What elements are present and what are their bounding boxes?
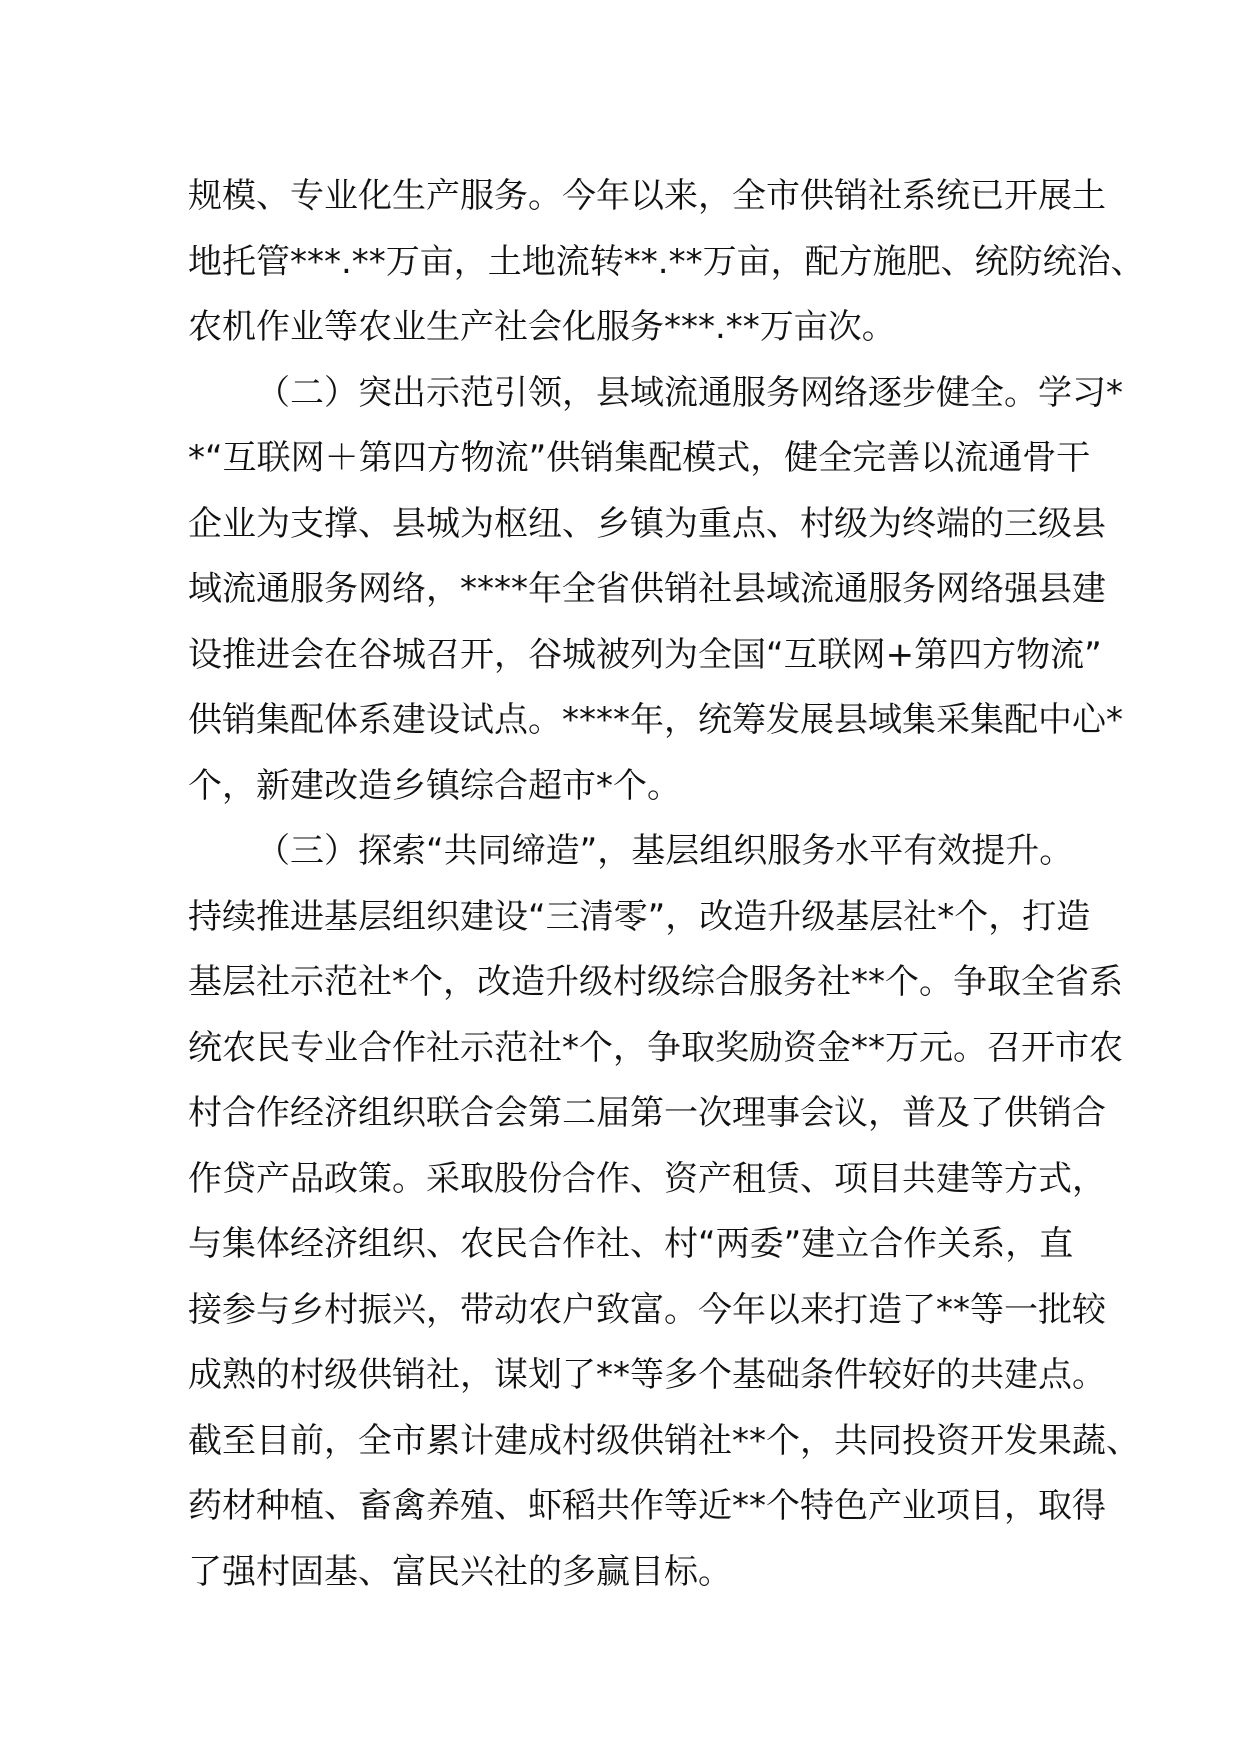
paragraph-line: 农机作业等农业生产社会化服务***.**万亩次。 [188, 307, 896, 347]
paragraph-line: 了强村固基、富民兴社的多赢目标。 [188, 1551, 732, 1592]
paragraph-line: 作贷产品政策。采取股份合作、资产租赁、项目共建等方式， [188, 1158, 1106, 1199]
section-heading-line: （二）突出示范引领，县域流通服务网络逐步健全。学习* [256, 372, 1123, 413]
paragraph-line: *“互联网＋第四方物流”供销集配模式，健全完善以流通骨干 [188, 438, 1091, 478]
paragraph-line: 与集体经济组织、农民合作社、村“两委”建立合作关系，直 [188, 1224, 1074, 1264]
paragraph-line: 药材种植、畜禽养殖、虾稻共作等近**个特色产业项目，取得 [188, 1486, 1106, 1526]
paragraph-line: 企业为支撑、县城为枢纽、乡镇为重点、村级为终端的三级县 [188, 503, 1106, 544]
paragraph-line: 基层社示范社*个，改造升级村级综合服务社**个。争取全省系 [188, 962, 1123, 1002]
paragraph-line: 个，新建改造乡镇综合超市*个。 [188, 765, 681, 806]
paragraph-line: 规模、专业化生产服务。今年以来，全市供销社系统已开展土 [188, 176, 1106, 216]
paragraph-line: 地托管***.**万亩，土地流转**.**万亩，配方施肥、统防统治、 [188, 241, 1145, 282]
paragraph-line: 持续推进基层组织建设“三清零”，改造升级基层社*个，打造 [188, 896, 1091, 937]
paragraph-line: 供销集配体系建设试点。****年，统筹发展县域集采集配中心* [188, 700, 1123, 740]
section-heading-line: （三）探索“共同缔造”，基层组织服务水平有效提升。 [256, 831, 1074, 871]
paragraph-line: 村合作经济组织联合会第二届第一次理事会议，普及了供销合 [188, 1093, 1106, 1133]
document-body [188, 164, 1145, 1605]
paragraph-line: 统农民专业合作社示范社*个，争取奖励资金**万元。召开市农 [188, 1027, 1123, 1068]
paragraph-line: 域流通服务网络，****年全省供销社县域流通服务网络强县建 [188, 569, 1106, 609]
paragraph-line: 成熟的村级供销社，谋划了**等多个基础条件较好的共建点。 [188, 1355, 1106, 1395]
paragraph-line: 设推进会在谷城召开，谷城被列为全国“互联网+第四方物流” [188, 634, 1102, 675]
paragraph-line: 截至目前，全市累计建成村级供销社**个，共同投资开发果蔬、 [188, 1420, 1140, 1461]
paragraph-line: 接参与乡村振兴，带动农户致富。今年以来打造了**等一批较 [188, 1289, 1106, 1330]
